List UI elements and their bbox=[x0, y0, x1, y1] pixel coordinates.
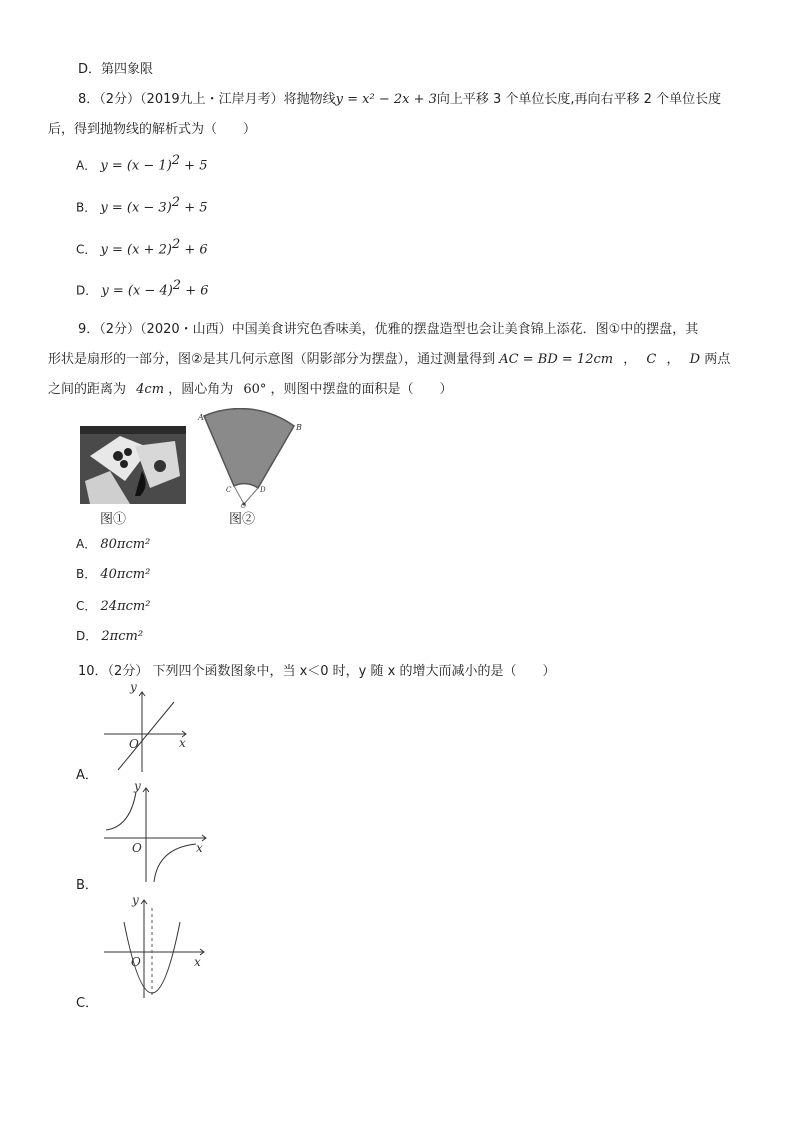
graph-b bbox=[100, 782, 210, 886]
q9-stem-line1: 9．（2分）（2020・山西）中国美食讲究色香味美，优雅的摆盘造型也会让美食锦上添花．图①中的摆盘，其 bbox=[78, 322, 699, 337]
label-a: A bbox=[198, 413, 204, 422]
q7-option-d: D．第四象限 bbox=[78, 62, 154, 77]
q9-line2-math: AC = BD = 12cm bbox=[499, 352, 614, 367]
q8-option-a[interactable] bbox=[76, 153, 207, 173]
q8-stem-expr: y = x² − 2x + 3 bbox=[335, 92, 437, 107]
label-b: B bbox=[296, 423, 302, 432]
q9-line2-prefix: 形状是扇形的一部分，图②是其几何示意图（阴影部分为摆盘），通过测量得到 bbox=[48, 352, 496, 367]
q9-stem-line2: 形状是扇形的一部分，图②是其几何示意图（阴影部分为摆盘），通过测量得到 AC = BD = 12cm ， C ， D 两点 bbox=[48, 352, 731, 367]
q9-stem-line3 bbox=[48, 378, 453, 397]
label-c: C bbox=[226, 486, 232, 494]
option-value: 24πcm² bbox=[100, 599, 151, 614]
option-value: 40πcm² bbox=[100, 567, 151, 582]
q9-angle: 60° bbox=[243, 382, 267, 397]
q10-option-a[interactable]: A． bbox=[76, 768, 98, 783]
q9-option-a[interactable] bbox=[76, 535, 150, 552]
q10-option-c[interactable]: C． bbox=[76, 996, 99, 1011]
graph-c bbox=[100, 894, 210, 1000]
option-label: D． bbox=[76, 283, 98, 298]
q8-option-d[interactable] bbox=[76, 278, 209, 298]
q9-distance: 4cm bbox=[136, 382, 165, 397]
q8-stem-suffix: 向上平移 3 个单位长度,再向右平移 2 个单位长度 bbox=[436, 92, 722, 107]
option-expr-exp: 2 bbox=[171, 195, 181, 210]
q8-option-b[interactable] bbox=[76, 195, 208, 215]
label-d: D bbox=[260, 486, 266, 494]
sector-diagram bbox=[196, 408, 308, 508]
option-expr-tail: + 5 bbox=[180, 200, 208, 216]
option-expr-base: y = (x + 2) bbox=[100, 242, 172, 258]
option-value: 80πcm² bbox=[100, 537, 151, 552]
option-label: A． bbox=[76, 537, 97, 551]
q9-point-c: C bbox=[646, 352, 657, 367]
option-expr-exp: 2 bbox=[172, 278, 182, 293]
axis-x-label: x bbox=[196, 841, 203, 855]
option-expr-base: y = (x − 3) bbox=[100, 200, 172, 216]
q8-option-c[interactable] bbox=[76, 237, 208, 257]
q9-line3-prefix: 之间的距离为 bbox=[48, 382, 127, 397]
q9-point-d: D bbox=[689, 352, 701, 367]
option-expr-base: y = (x − 4) bbox=[101, 283, 173, 299]
q8-stem-prefix: 8．（2分）（2019九上・江岸月考）将抛物线 bbox=[78, 92, 336, 107]
option-label: B． bbox=[76, 200, 97, 215]
origin-label: O bbox=[131, 955, 141, 969]
option-expr-base: y = (x − 1) bbox=[100, 158, 172, 174]
q10-option-b[interactable]: B． bbox=[76, 878, 98, 893]
axis-x-label: x bbox=[179, 736, 186, 750]
plate-photo bbox=[80, 426, 186, 504]
option-expr-tail: + 6 bbox=[180, 242, 208, 258]
option-label: B． bbox=[76, 567, 97, 581]
option-label: C． bbox=[76, 242, 97, 257]
q9-line2-suffix: 两点 bbox=[704, 352, 731, 367]
option-expr-tail: + 6 bbox=[181, 283, 209, 299]
q9-option-b[interactable] bbox=[76, 565, 150, 582]
q9-line3-suffix: ，则图中摆盘的面积是（ ） bbox=[270, 382, 453, 397]
axis-y-label: y bbox=[132, 894, 139, 907]
graph-a bbox=[100, 684, 200, 776]
axis-y-label: y bbox=[134, 782, 141, 793]
axis-x-label: x bbox=[194, 955, 201, 969]
origin-label: O bbox=[129, 737, 139, 751]
q9-line3-mid: ，圆心角为 bbox=[168, 382, 234, 397]
q8-stem-line2: 后，得到抛物线的解析式为（ ） bbox=[48, 122, 257, 137]
origin-label: O bbox=[132, 841, 142, 855]
option-expr-exp: 2 bbox=[171, 153, 181, 168]
axis-y-label: y bbox=[130, 684, 137, 694]
option-value: 2πcm² bbox=[101, 629, 144, 644]
option-label: C． bbox=[76, 599, 97, 613]
option-expr-exp: 2 bbox=[171, 237, 181, 252]
label-o: O bbox=[241, 503, 246, 508]
fig1-caption: 图① bbox=[100, 512, 127, 527]
option-label: A． bbox=[76, 158, 97, 173]
fig2-caption: 图② bbox=[229, 512, 256, 527]
q9-option-c[interactable] bbox=[76, 597, 150, 614]
q8-stem-line1 bbox=[78, 88, 721, 107]
q10-stem: 10．（2分） 下列四个函数图象中，当 x＜0 时，y 随 x 的增大而减小的是（ ） bbox=[78, 664, 556, 679]
option-expr-tail: + 5 bbox=[180, 158, 208, 174]
q9-option-d[interactable] bbox=[76, 627, 143, 644]
option-label: D． bbox=[76, 629, 98, 643]
